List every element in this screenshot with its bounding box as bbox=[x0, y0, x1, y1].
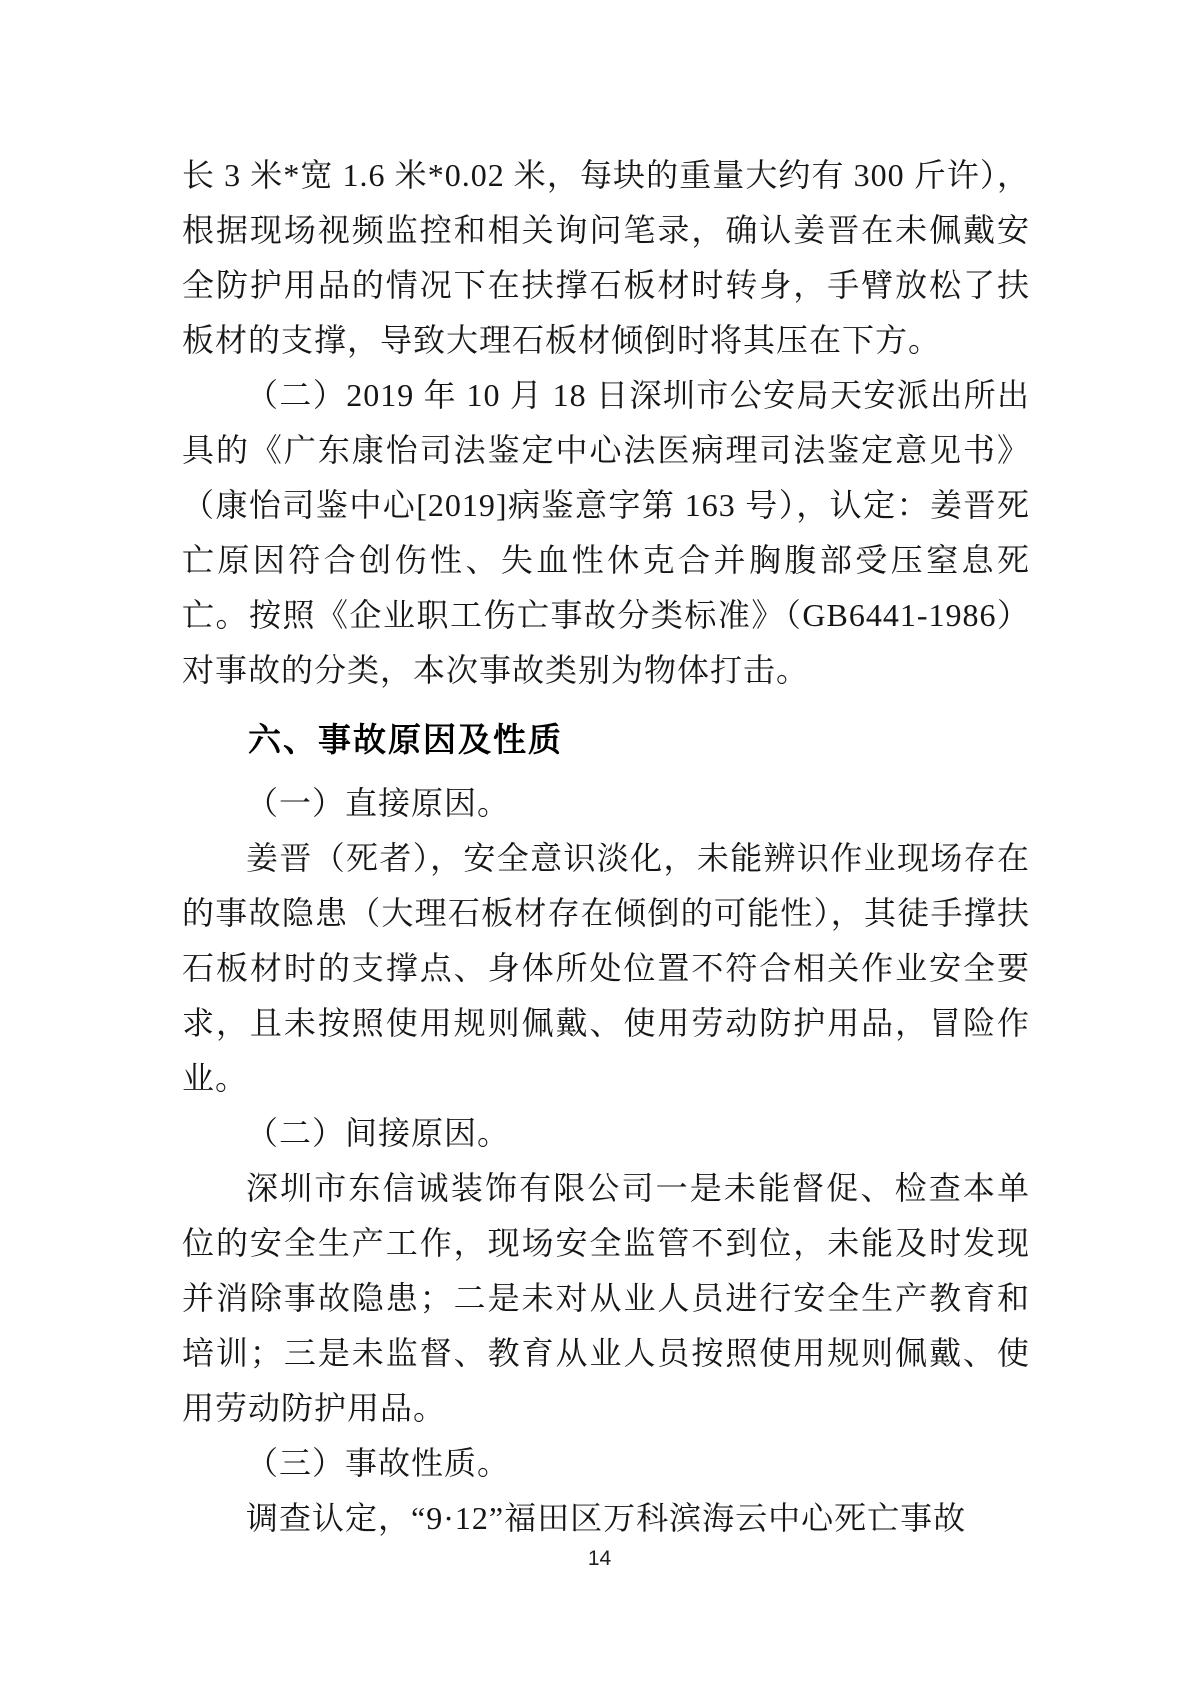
section-heading: 六、事故原因及性质 bbox=[248, 721, 563, 758]
body-paragraph: 长 3 米*宽 1.6 米*0.02 米，每块的重量大约有 300 斤许），根据现场视频监控和相关询问笔录，确认姜晋在未佩戴安全防护用品的情况下在扶撑石板材时转身，手臂放松了扶板材的支撑，导致大理石板材倾倒时将其压在下方。 bbox=[182, 157, 1030, 358]
body-paragraph: 深圳市东信诚装饰有限公司一是未能督促、检查本单位的安全生产工作，现场安全监管不到位，未能及时发现并消除事故隐患；二是未对从业人员进行安全生产教育和培训；三是未监督、教育从业人员按照使用规则佩戴、使用劳动防护用品。 bbox=[182, 1170, 1030, 1426]
body-paragraph: （一）直接原因。 bbox=[246, 785, 511, 821]
body-paragraph: （二）2019 年 10 月 18 日深圳市公安局天安派出所出具的《广东康怡司法鉴定中心法医病理司法鉴定意见书》（康怡司鉴中心[2019]病鉴意字第 163 号），认定：姜晋死亡原因符合创伤性、失血性休克合并胸腹部受压窒息死亡。按照《企业职工伤亡事故分类标准》（GB6441-1986） 对事故的分类，本次事故类别为物体打击。 bbox=[182, 377, 1030, 688]
page-number: 14 bbox=[587, 1547, 612, 1570]
body-paragraph: （三）事故性质。 bbox=[246, 1445, 511, 1481]
body-paragraph: 调查认定，“9·12”福田区万科滨海云中心死亡事故 bbox=[246, 1500, 967, 1536]
document-body bbox=[182, 148, 1030, 1546]
body-paragraph: 姜晋（死者），安全意识淡化，未能辨识作业现场存在的事故隐患（大理石板材存在倾倒的可能性），其徒手撑扶石板材时的支撑点、身体所处位置不符合相关作业安全要求，且未按照使用规则佩戴、使用劳动防护用品，冒险作业。 bbox=[182, 840, 1030, 1096]
body-paragraph: （二）间接原因。 bbox=[246, 1115, 511, 1151]
